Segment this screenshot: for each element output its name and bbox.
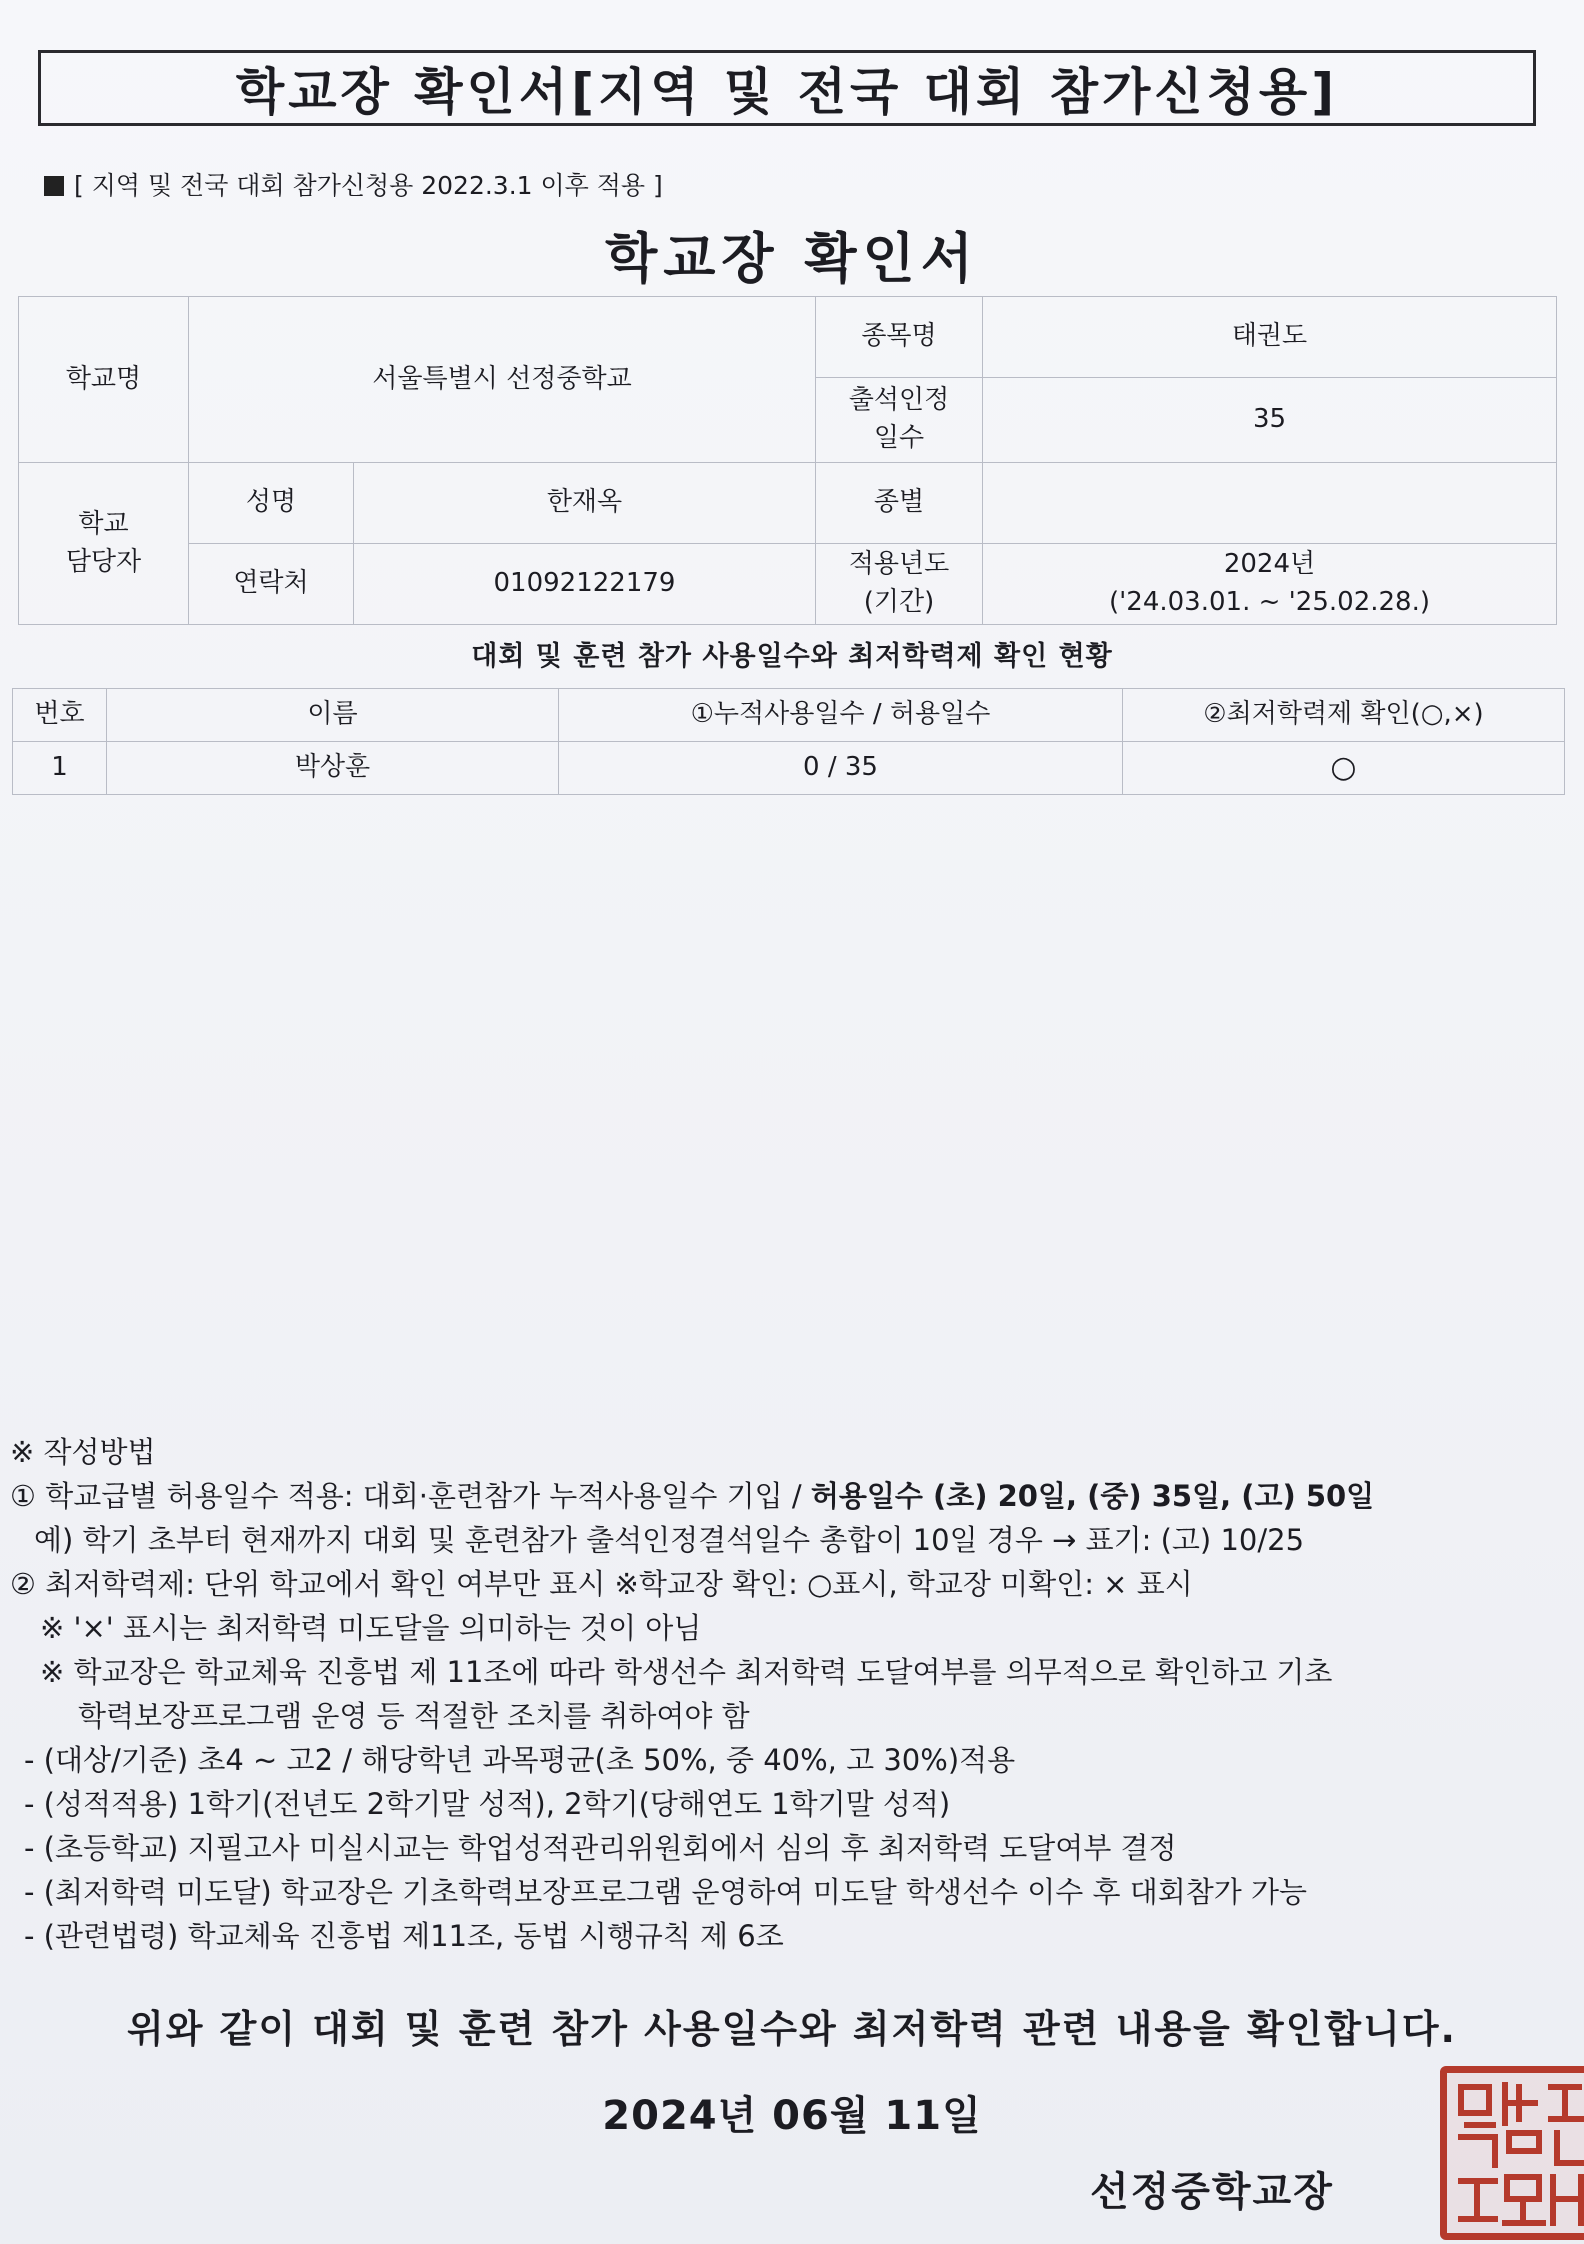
table-row bbox=[19, 544, 1557, 625]
instruction-item-2: ② 최저학력제: 단위 학교에서 확인 여부만 표시 ※학교장 확인: ○표시, 학교장 미확인: × 표시 bbox=[10, 1567, 1193, 1601]
applicability-notice bbox=[44, 166, 663, 202]
instructions bbox=[10, 1430, 1570, 1958]
document-title: 학교장 확인서 bbox=[605, 227, 979, 290]
row-days: 0 / 35 bbox=[559, 742, 1123, 795]
header-check: ②최저학력제 확인(○,×) bbox=[1123, 689, 1565, 742]
confirmation-statement: 위와 같이 대회 및 훈련 참가 사용일수와 최저학력 관련 내용을 확인합니다. bbox=[127, 2007, 1457, 2051]
row-number: 1 bbox=[13, 742, 107, 795]
category-value bbox=[983, 463, 1557, 544]
instruction-note-1: ※ '×' 표시는 최저학력 미도달을 의미하는 것이 아님 bbox=[40, 1611, 702, 1645]
instruction-note-2: ※ 학교장은 학교체육 진흥법 제 11조에 따라 학생선수 최저학력 도달여부를 의무적으로 확인하고 기초 bbox=[40, 1655, 1333, 1689]
attendance-value: 35 bbox=[983, 378, 1557, 463]
contact-label: 연락처 bbox=[189, 544, 354, 625]
table-row bbox=[19, 463, 1557, 544]
instruction-item-1: ① 학교급별 허용일수 적용: 대회·훈련참가 누적사용일수 기입 / 허용일수 (초) 20일, (중) 35일, (고) 50일 bbox=[10, 1479, 1375, 1513]
sport-value: 태권도 bbox=[983, 297, 1557, 378]
year-value: 2024년 ('24.03.01. ~ '25.02.28.) bbox=[983, 544, 1557, 625]
allowed-days-text: 허용일수 (초) 20일, (중) 35일, (고) 50일 bbox=[810, 1479, 1375, 1513]
status-table bbox=[12, 688, 1565, 795]
table-row bbox=[13, 742, 1565, 795]
name-label: 성명 bbox=[189, 463, 354, 544]
sport-label: 종목명 bbox=[816, 297, 983, 378]
list-item: - (최저학력 미도달) 학교장은 기초학력보장프로그램 운영하여 미도달 학생선수 이수 후 대회참가 가능 bbox=[24, 1875, 1308, 1909]
list-item: - (관련법령) 학교체육 진흥법 제11조, 동법 시행규칙 제 6조 bbox=[24, 1919, 784, 1953]
manager-label: 학교 담당자 bbox=[19, 463, 189, 625]
table-header-row bbox=[13, 689, 1565, 742]
school-value: 서울특별시 선정중학교 bbox=[189, 297, 816, 463]
list-item: - (성적적용) 1학기(전년도 2학기말 성적), 2학기(당해연도 1학기말 성적) bbox=[24, 1787, 951, 1821]
row-name: 박상훈 bbox=[107, 742, 559, 795]
seal-stamp-icon bbox=[1447, 2073, 1584, 2233]
row-check: ○ bbox=[1123, 742, 1565, 795]
header-name: 이름 bbox=[107, 689, 559, 742]
banner-title: 학교장 확인서[지역 및 전국 대회 참가신청용] bbox=[235, 63, 1339, 121]
school-label: 학교명 bbox=[19, 297, 189, 463]
attendance-label: 출석인정 일수 bbox=[816, 378, 983, 463]
header-days: ①누적사용일수 / 허용일수 bbox=[559, 689, 1123, 742]
status-subtitle: 대회 및 훈련 참가 사용일수와 최저학력제 확인 현황 bbox=[471, 641, 1113, 672]
year-label: 적용년도 (기간) bbox=[816, 544, 983, 625]
notice-text: [ 지역 및 전국 대회 참가신청용 2022.3.1 이후 적용 ] bbox=[74, 171, 663, 200]
category-label: 종별 bbox=[816, 463, 983, 544]
official-seal bbox=[1440, 2066, 1584, 2240]
header-number: 번호 bbox=[13, 689, 107, 742]
instructions-heading: ※ 작성방법 bbox=[10, 1435, 156, 1469]
school-info-table bbox=[18, 296, 1557, 625]
name-value: 한재옥 bbox=[354, 463, 816, 544]
principal-title: 선정중학교장 bbox=[1090, 2169, 1334, 2215]
instruction-note-2-cont: 학력보장프로그램 운영 등 적절한 조치를 취하여야 함 bbox=[78, 1699, 750, 1733]
table-row bbox=[19, 297, 1557, 378]
square-bullet-icon bbox=[44, 176, 64, 196]
instruction-example: 예) 학기 초부터 현재까지 대회 및 훈련참가 출석인정결석일수 총합이 10일 경우 → 표기: (고) 10/25 bbox=[34, 1523, 1305, 1557]
form-banner bbox=[38, 50, 1536, 126]
list-item: - (대상/기준) 초4 ~ 고2 / 해당학년 과목평균(초 50%, 중 40%, 고 30%)적용 bbox=[24, 1743, 1016, 1777]
contact-value: 01092122179 bbox=[354, 544, 816, 625]
signature-date: 2024년 06월 11일 bbox=[602, 2093, 982, 2139]
list-item: - (초등학교) 지필고사 미실시교는 학업성적관리위원회에서 심의 후 최저학력 도달여부 결정 bbox=[24, 1831, 1177, 1865]
